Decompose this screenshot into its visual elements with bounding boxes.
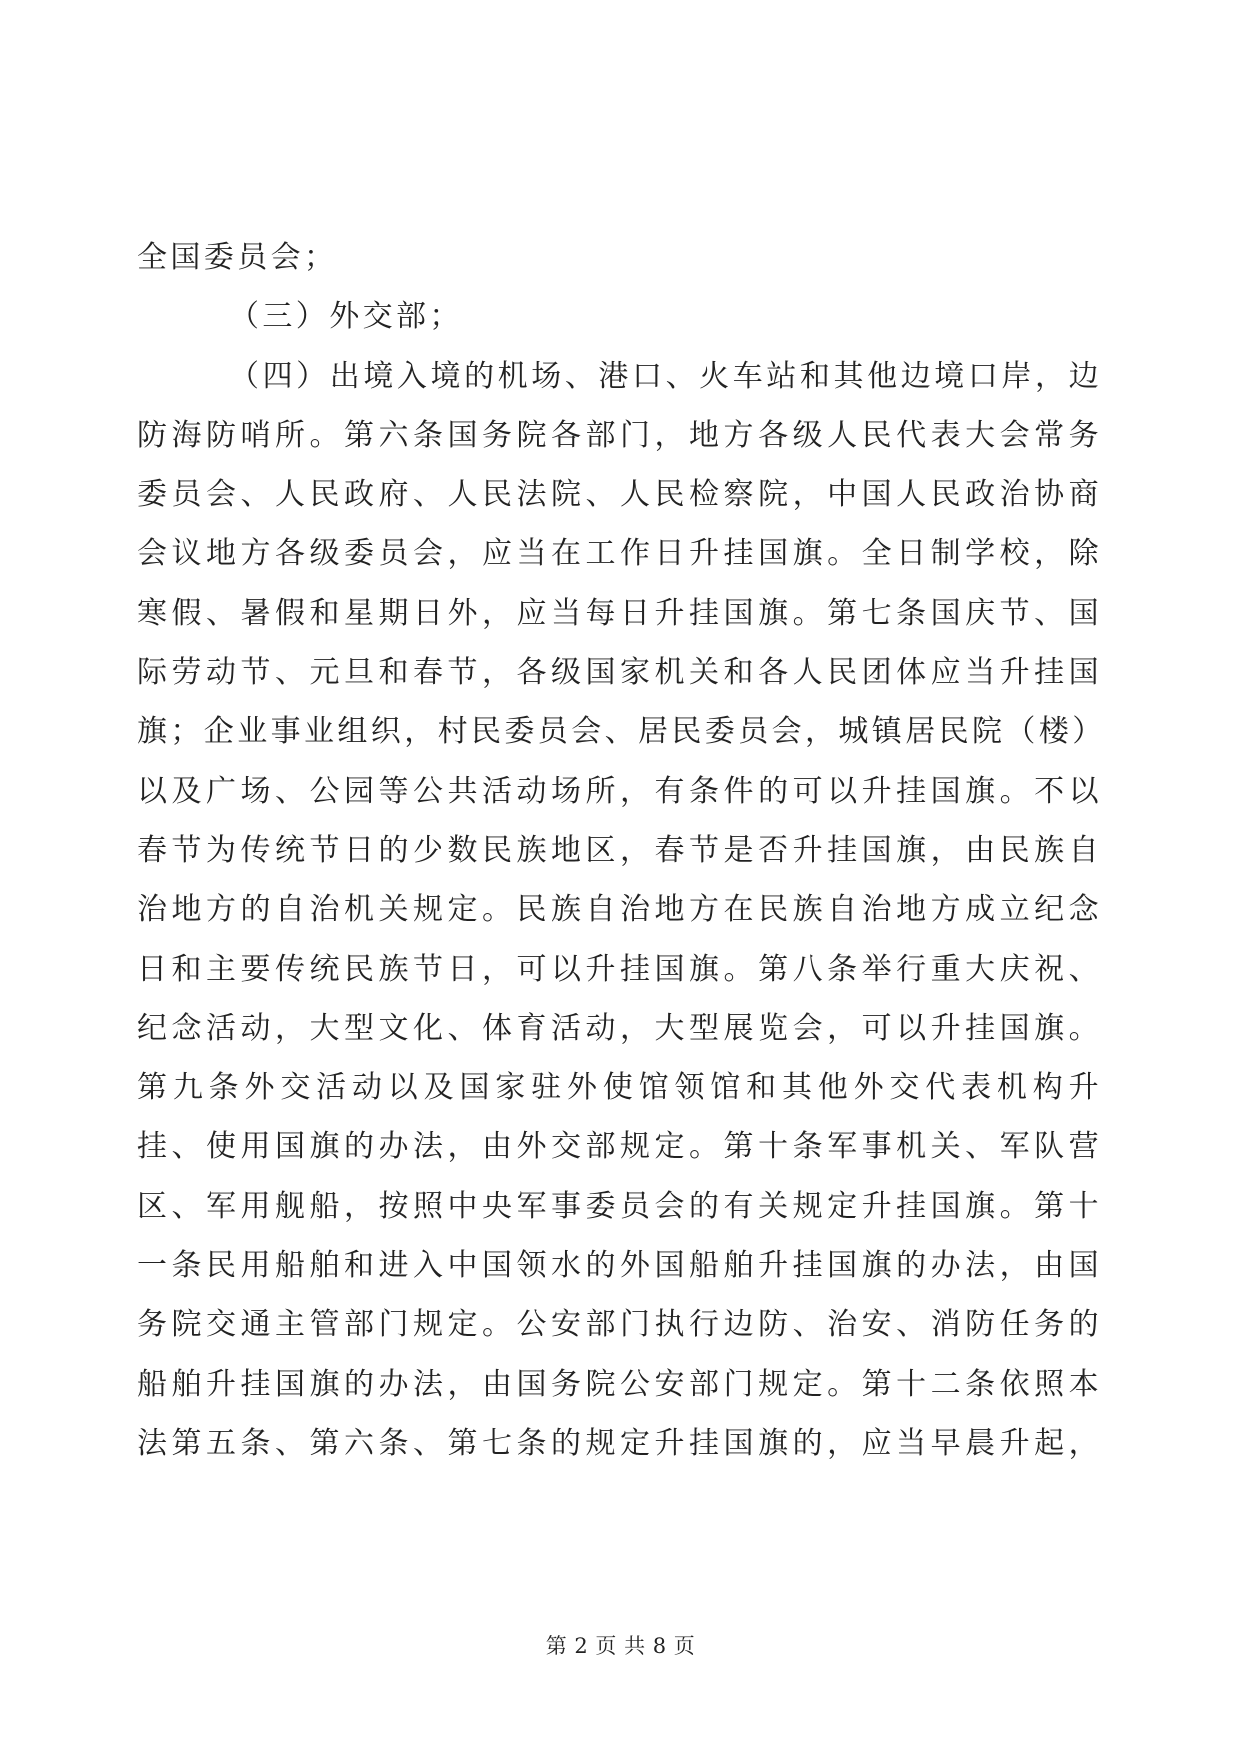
paragraph-line: （四）出境入境的机场、港口、火车站和其他边境口岸，边 — [229, 358, 1102, 394]
paragraph-line: 际劳动节、元旦和春节，各级国家机关和各人民团体应当升挂国 — [137, 655, 1102, 691]
paragraph-line: 区、军用舰船，按照中央军事委员会的有关规定升挂国旗。第十 — [137, 1188, 1102, 1224]
paragraph-line: 日和主要传统民族节日，可以升挂国旗。第八条举行重大庆祝、 — [137, 951, 1102, 987]
paragraph-line: 船舶升挂国旗的办法，由国务院公安部门规定。第十二条依照本 — [137, 1366, 1102, 1402]
paragraph-line: 会议地方各级委员会，应当在工作日升挂国旗。全日制学校，除 — [137, 536, 1102, 572]
paragraph-line: 委员会、人民政府、人民法院、人民检察院，中国人民政治协商 — [137, 477, 1102, 513]
paragraph-line: 一条民用船舶和进入中国领水的外国船舶升挂国旗的办法，由国 — [137, 1248, 1102, 1284]
paragraph-line: （三）外交部； — [229, 299, 463, 335]
paragraph-line: 法第五条、第六条、第七条的规定升挂国旗的，应当早晨升起， — [137, 1425, 1102, 1461]
paragraph-line: 治地方的自治机关规定。民族自治地方在民族自治地方成立纪念 — [137, 892, 1102, 928]
paragraph-line: 春节为传统节日的少数民族地区，春节是否升挂国旗，由民族自 — [137, 832, 1102, 868]
paragraph-line: 纪念活动，大型文化、体育活动，大型展览会，可以升挂国旗。 — [137, 1010, 1102, 1046]
paragraph-line: 以及广场、公园等公共活动场所，有条件的可以升挂国旗。不以 — [137, 773, 1102, 809]
paragraph-line: 第九条外交活动以及国家驻外使馆领馆和其他外交代表机构升 — [137, 1070, 1102, 1106]
paragraph-line: 寒假、暑假和星期日外，应当每日升挂国旗。第七条国庆节、国 — [137, 595, 1102, 631]
page-number-footer: 第 2 页 共 8 页 — [545, 1634, 696, 1658]
paragraph-line: 全国委员会； — [137, 240, 338, 275]
document-body — [137, 228, 1106, 1473]
paragraph-line: 旗；企业事业组织，村民委员会、居民委员会，城镇居民院（楼） — [137, 714, 1106, 750]
paragraph-line: 防海防哨所。第六条国务院各部门，地方各级人民代表大会常务 — [137, 417, 1102, 453]
paragraph-line: 挂、使用国旗的办法，由外交部规定。第十条军事机关、军队营 — [137, 1129, 1102, 1165]
paragraph-line: 务院交通主管部门规定。公安部门执行边防、治安、消防任务的 — [137, 1307, 1102, 1343]
